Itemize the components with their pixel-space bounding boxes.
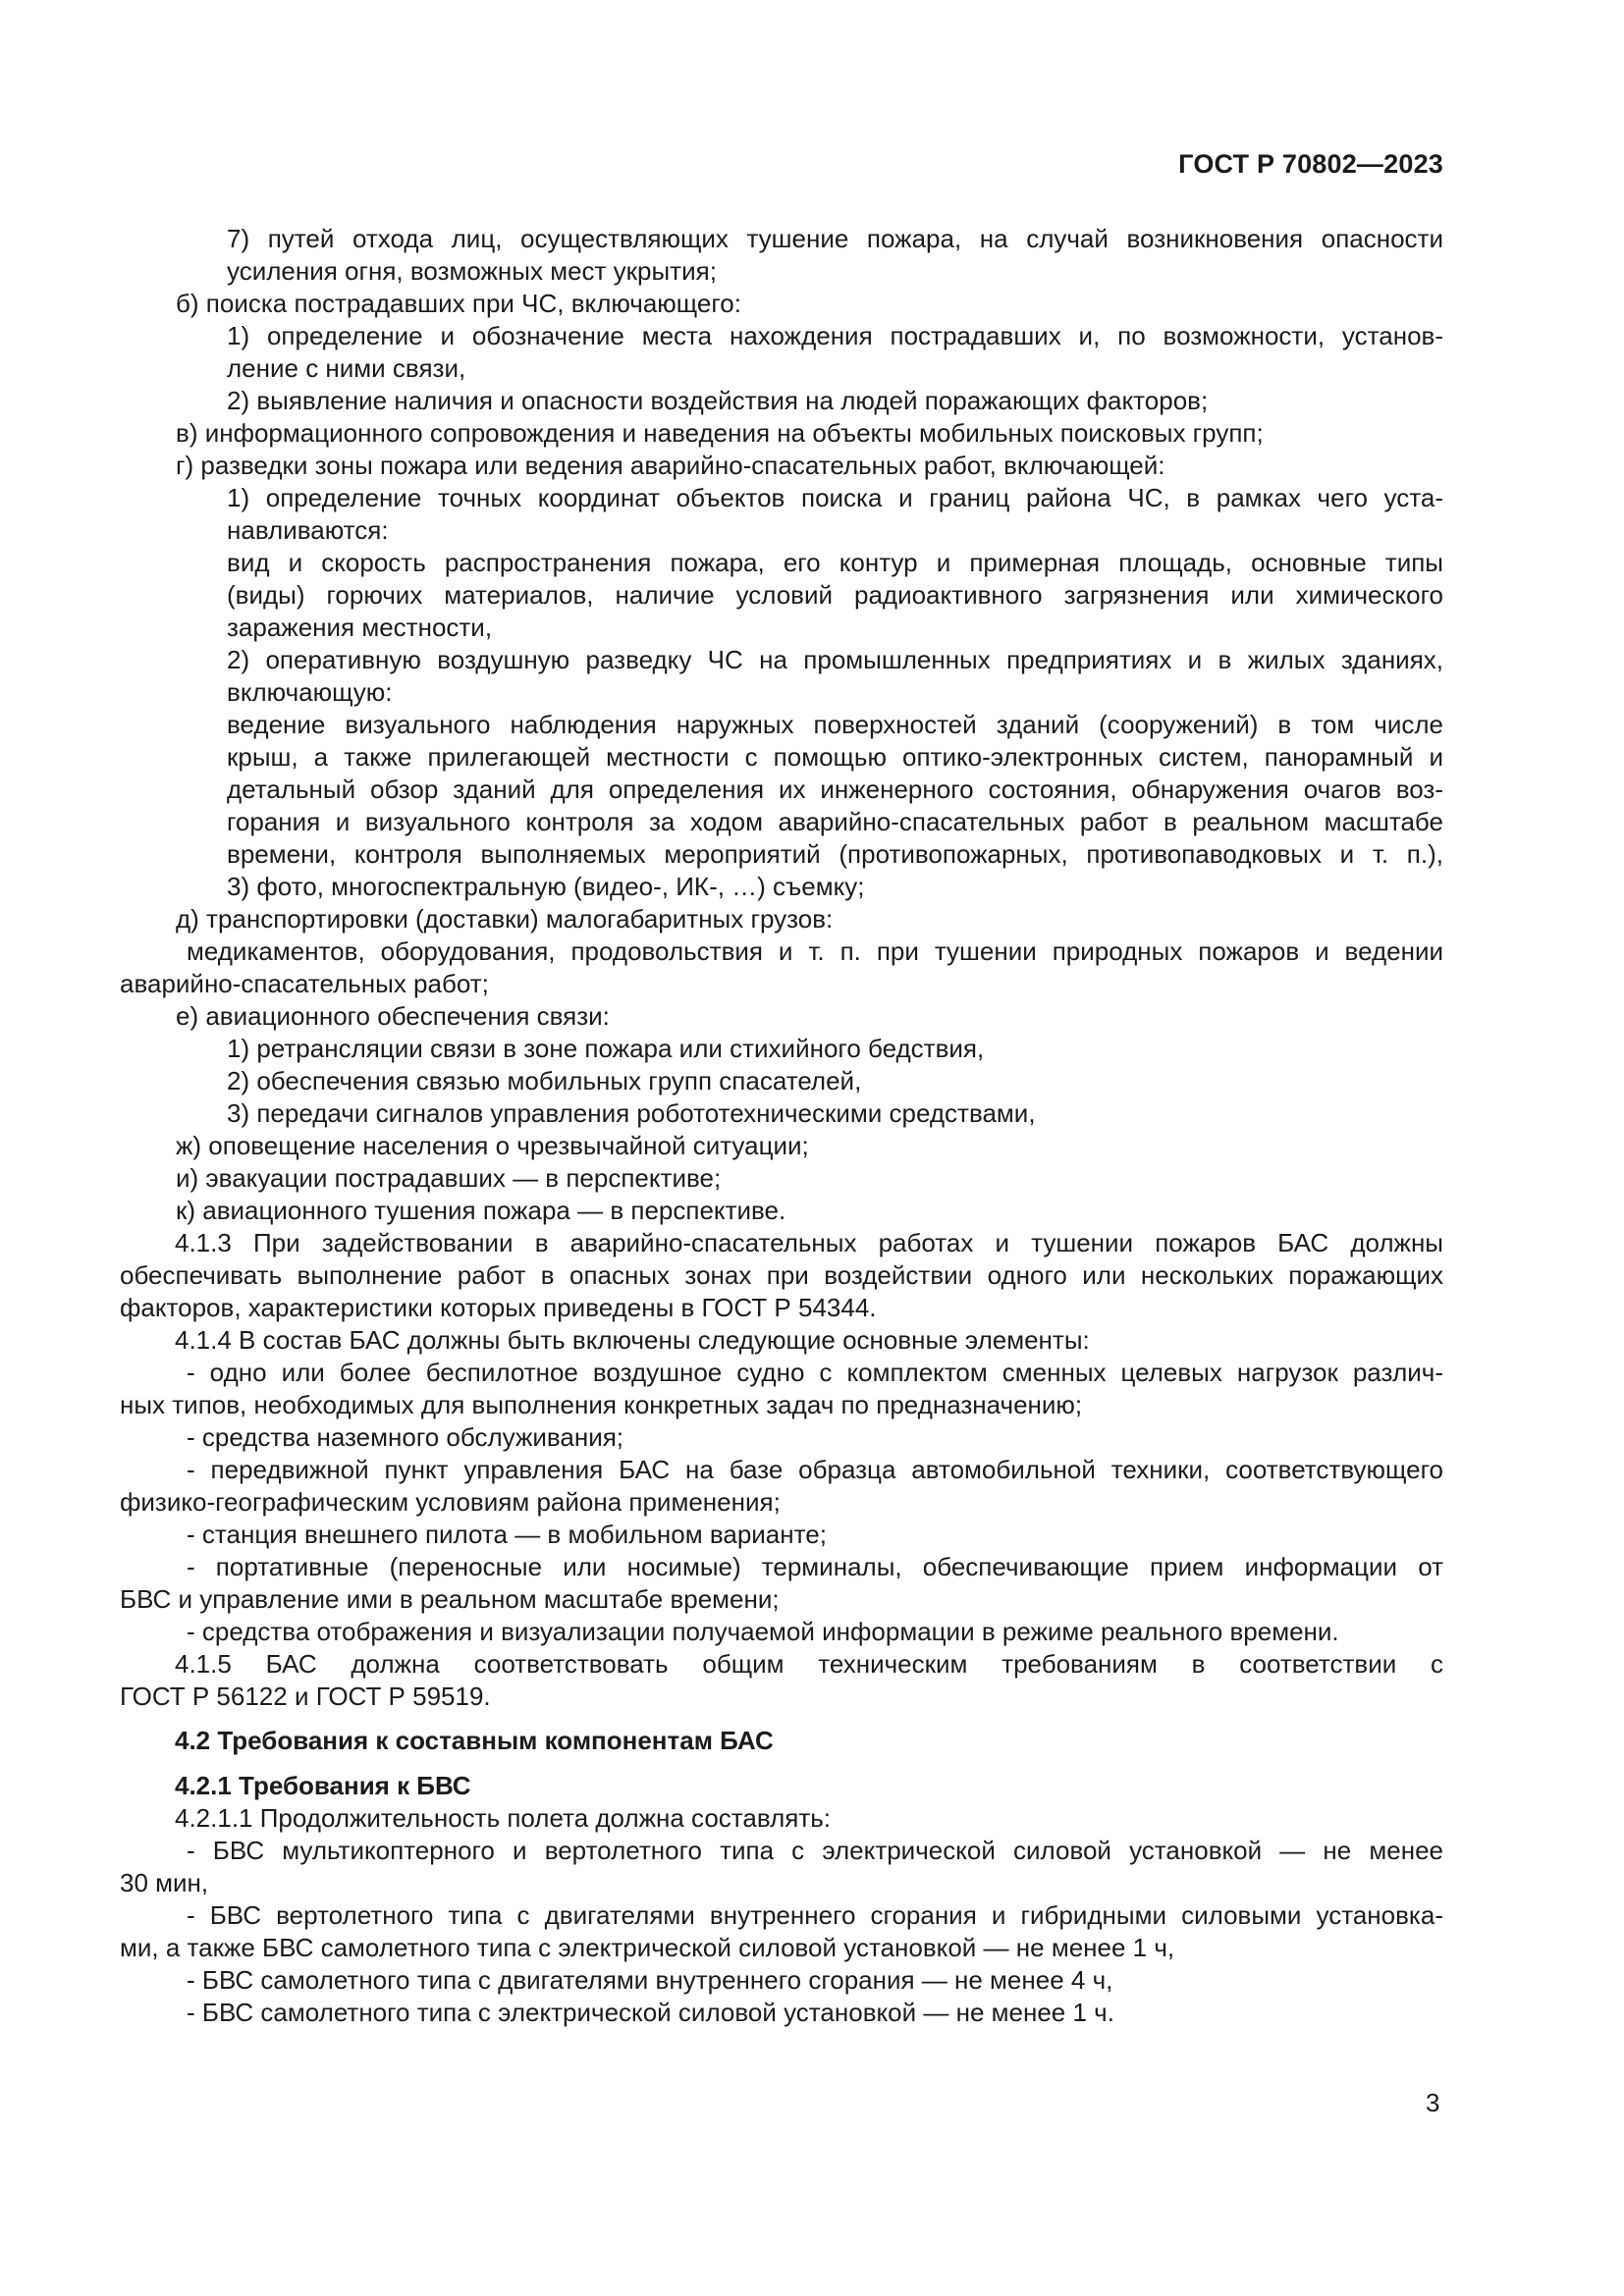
text-line: 2) обеспечения связью мобильных групп спасателей, [227, 1066, 862, 1095]
text-line: ж) оповещение населения о чрезвычайной ситуации; [176, 1131, 809, 1160]
text-line: времени, контроля выполняемых мероприятий (противопожарных, противопаводковых и т. п.), [227, 839, 1443, 869]
text-line: 4.1.3 При задействовании в аварийно-спасательных работах и тушении пожаров БАС должны [175, 1228, 1443, 1257]
text-line: к) авиационного тушения пожара — в перспективе. [176, 1196, 786, 1225]
text-line: вид и скорость распространения пожара, его контур и примерная площадь, основные типы [227, 548, 1443, 577]
text-line: г) разведки зоны пожара или ведения аварийно-спасательных работ, включающей: [176, 451, 1165, 480]
text-line: БВС и управление ими в реальном масштабе времени; [120, 1584, 780, 1614]
text-line: 4.1.5 БАС должна соответствовать общим техническим требованиям в соответствии с [175, 1649, 1443, 1679]
text-line: ГОСТ Р 56122 и ГОСТ Р 59519. [120, 1682, 491, 1711]
text-line: 1) определение и обозначение места нахождения пострадавших и, по возможности, установ- [227, 321, 1443, 350]
text-line: физико-географическим условиям района применения; [120, 1487, 781, 1517]
text-line: детальный обзор зданий для определения их инженерного состояния, обнаружения очагов воз- [227, 774, 1443, 804]
text-line: 4.1.4 В состав БАС должны быть включены следующие основные элементы: [175, 1325, 1090, 1355]
text-line: усиления огня, возможных мест укрытия; [227, 256, 717, 286]
text-line: (виды) горючих материалов, наличие условий радиоактивного загрязнения или химического [227, 580, 1443, 610]
text-line: - средства отображения и визуализации получаемой информации в режиме реального времени. [187, 1617, 1339, 1646]
text-line: д) транспортировки (доставки) малогабаритных грузов: [176, 904, 834, 934]
text-line: б) поиска пострадавших при ЧС, включающего: [176, 289, 741, 318]
text-line: - одно или более беспилотное воздушное судно с комплектом сменных целевых нагрузок различ- [187, 1358, 1443, 1387]
text-line: крыш, а также прилегающей местности с помощью оптико-электронных систем, панорамный и [227, 742, 1443, 772]
text-line: факторов, характеристики которых приведены в ГОСТ Р 54344. [120, 1293, 877, 1322]
text-line: аварийно-спасательных работ; [120, 969, 489, 998]
section-heading: 4.2 Требования к составным компонентам БАС [175, 1726, 774, 1755]
text-line: ление с ними связи, [227, 353, 466, 383]
text-line: 4.2.1.1 Продолжительность полета должна составлять: [175, 1803, 832, 1833]
text-line: ми, а также БВС самолетного типа с электрической силовой установкой — не менее 1 ч, [120, 1933, 1175, 1962]
page-number: 3 [1426, 2088, 1440, 2117]
text-line: 3) передачи сигналов управления робототехническими средствами, [227, 1098, 1036, 1128]
text-line: - станция внешнего пилота — в мобильном варианте; [187, 1520, 827, 1549]
text-line: - БВС самолетного типа с двигателями внутреннего сгорания — не менее 4 ч, [187, 1965, 1113, 1995]
text-line: и) эвакуации пострадавших — в перспективе; [176, 1163, 722, 1193]
text-line: заражения местности, [227, 613, 493, 642]
text-line: 3) фото, многоспектральную (видео-, ИК-, …) съемку; [227, 872, 865, 901]
text-line: 2) оперативную воздушную разведку ЧС на промышленных предприятиях и в жилых зданиях, [227, 645, 1443, 674]
text-line: 1) определение точных координат объектов поиска и границ района ЧС, в рамках чего уста- [227, 483, 1443, 512]
text-line: - БВС самолетного типа с электрической силовой установкой — не менее 1 ч. [187, 1998, 1114, 2027]
text-line: 30 мин, [120, 1868, 209, 1897]
text-line: навливаются: [227, 515, 389, 545]
text-line: обеспечивать выполнение работ в опасных зонах при воздействии одного или нескольких поражающих [120, 1260, 1443, 1290]
text-line: горания и визуального контроля за ходом аварийно-спасательных работ в реальном масштабе [227, 807, 1443, 836]
text-line: - средства наземного обслуживания; [187, 1422, 624, 1452]
text-line: - передвижной пункт управления БАС на базе образца автомобильной техники, соответствующего [187, 1455, 1443, 1484]
text-line: е) авиационного обеспечения связи: [176, 1001, 610, 1031]
text-line: в) информационного сопровождения и наведения на объекты мобильных поисковых групп; [176, 418, 1264, 448]
text-line: - портативные (переносные или носимые) терминалы, обеспечивающие прием информации от [187, 1552, 1443, 1581]
text-line: 2) выявление наличия и опасности воздействия на людей поражающих факторов; [227, 386, 1209, 415]
text-line: медикаментов, оборудования, продовольствия и т. п. при тушении природных пожаров и ведении [187, 936, 1443, 966]
document-code-header: ГОСТ Р 70802—2023 [1178, 149, 1443, 179]
text-line: - БВС мультикоптерного и вертолетного типа с электрической силовой установкой — не менее [187, 1836, 1443, 1865]
subsection-heading: 4.2.1 Требования к БВС [175, 1771, 471, 1800]
text-line: 1) ретрансляции связи в зоне пожара или стихийного бедствия, [227, 1034, 985, 1063]
text-line: ведение визуального наблюдения наружных поверхностей зданий (сооружений) в том числе [227, 710, 1443, 739]
text-line: ных типов, необходимых для выполнения конкретных задач по предназначению; [120, 1390, 1083, 1419]
text-line: 7) путей отхода лиц, осуществляющих тушение пожара, на случай возникновения опасности [227, 224, 1443, 253]
text-line: включающую: [227, 677, 393, 707]
text-line: - БВС вертолетного типа с двигателями внутреннего сгорания и гибридными силовыми установка- [187, 1900, 1443, 1930]
